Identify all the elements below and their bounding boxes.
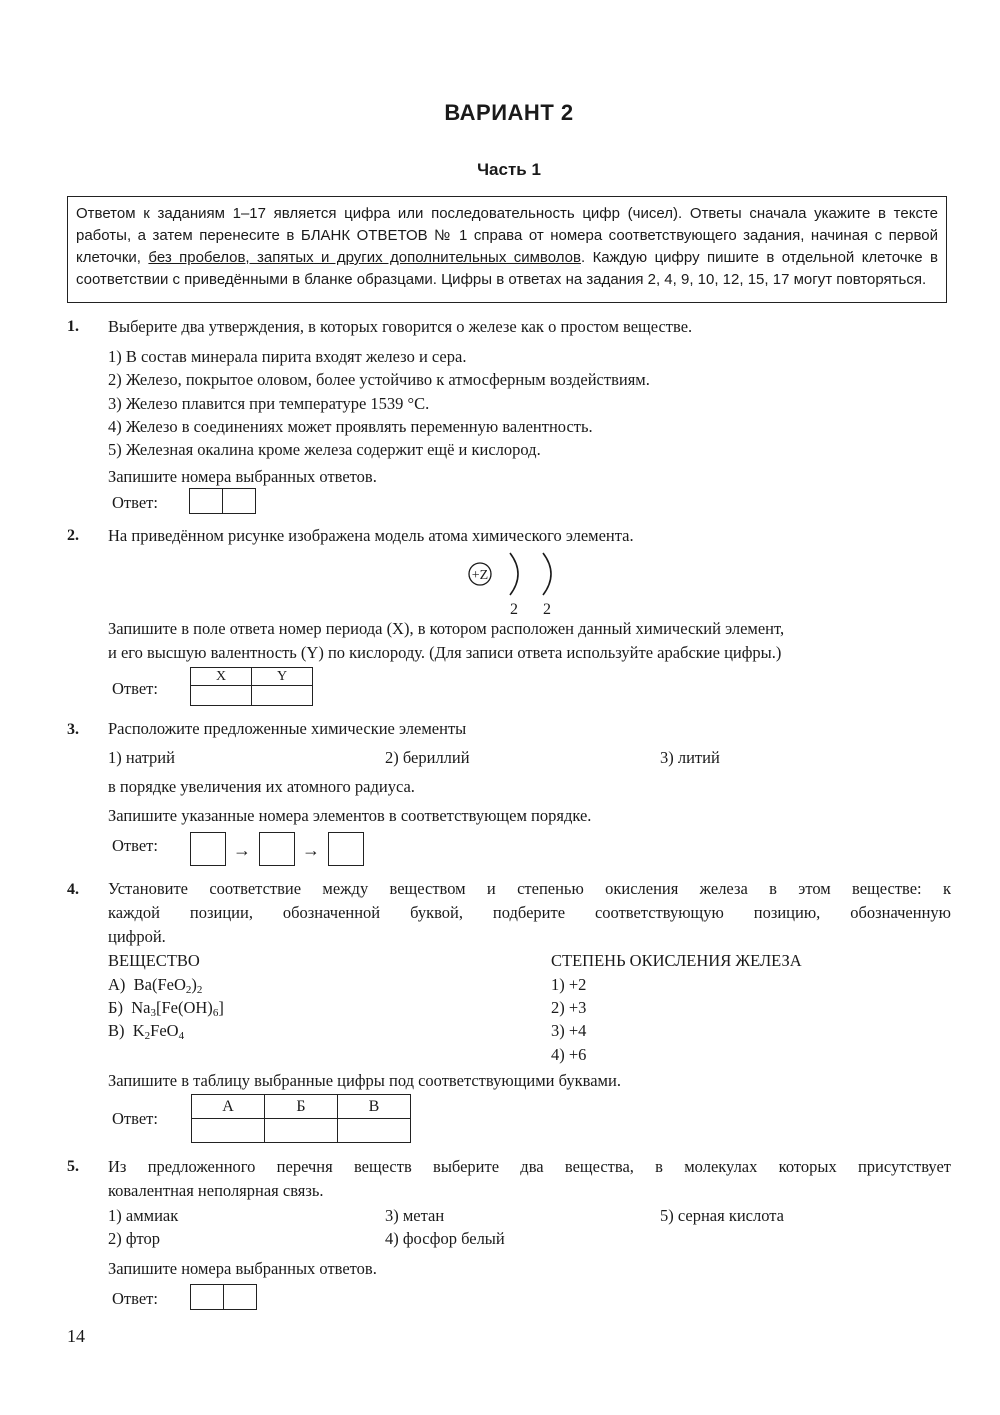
oxidation-header: СТЕПЕНЬ ОКИСЛЕНИЯ ЖЕЛЕЗА xyxy=(551,951,802,970)
oxidation-state-item: 3) +4 xyxy=(551,1021,587,1040)
question-3-option: 2) бериллий xyxy=(385,748,470,767)
electron-shell-2 xyxy=(543,553,551,595)
answer-cell[interactable] xyxy=(223,1284,257,1310)
question-3-number: 3. xyxy=(67,721,79,738)
oxidation-state-item: 4) +6 xyxy=(551,1045,587,1064)
substance-item: В) $K_2FeO_4$ xyxy=(108,1021,185,1042)
table-header-v: В xyxy=(338,1095,411,1119)
question-5-option: 3) метан xyxy=(385,1206,445,1225)
question-5-answer-cells[interactable] xyxy=(190,1284,255,1310)
question-4-text: Установите соответствие между веществом и степенью окисления железа в этом веществе: к xyxy=(108,879,951,898)
question-3-option: 3) литий xyxy=(660,748,720,767)
order-answer-cell[interactable] xyxy=(328,832,364,866)
shell-2-electrons: 2 xyxy=(543,601,551,618)
answer-cell-y[interactable] xyxy=(252,686,313,706)
answer-cell-a[interactable] xyxy=(192,1119,265,1143)
question-3-instruction: Запишите указанные номера элементов в соответствующем порядке. xyxy=(108,806,592,825)
answer-label: Ответ: xyxy=(112,679,158,698)
variant-title: ВАРИАНТ 2 xyxy=(444,100,574,125)
answer-label: Ответ: xyxy=(112,1109,158,1128)
nucleus-label: +Z xyxy=(471,568,489,583)
question-2-instruction: и его высшую валентность (Y) по кислороду. (Для записи ответа используйте арабские цифры.) xyxy=(108,643,782,662)
question-4-number: 4. xyxy=(67,881,79,898)
question-1-option: 1) В состав минерала пирита входят железо и сера. xyxy=(108,347,467,366)
question-5-instruction: Запишите номера выбранных ответов. xyxy=(108,1259,377,1278)
arrow-icon: → xyxy=(302,840,320,860)
question-1-option: 2) Железо, покрытое оловом, более устойчиво к атмосферным воздействиям. xyxy=(108,370,650,389)
table-header-x: X xyxy=(191,668,252,686)
substance-item: А) $Ba(FeO_2)_2$ xyxy=(108,975,203,996)
question-4-text: каждой позиции, обозначенной буквой, подберите соответствующую позицию, обозначенную xyxy=(108,903,951,922)
order-answer-cell[interactable] xyxy=(259,832,295,866)
atom-model-diagram xyxy=(455,550,575,620)
question-3-order-text: в порядке увеличения их атомного радиуса. xyxy=(108,777,415,796)
question-5-text: Из предложенного перечня веществ выберите два вещества, в молекулах которых присутствует xyxy=(108,1157,951,1176)
answer-label: Ответ: xyxy=(112,493,158,512)
arrow-icon: → xyxy=(233,840,251,860)
table-header-y: Y xyxy=(252,668,313,686)
answer-label: Ответ: xyxy=(112,1289,158,1308)
question-5-option: 5) серная кислота xyxy=(660,1206,785,1225)
question-3-option: 1) натрий xyxy=(108,748,175,767)
question-1-option: 3) Железо плавится при температуре 1539 °С. xyxy=(108,394,430,413)
question-2-instruction: Запишите в поле ответа номер периода (X), в котором расположен данный химический элемент, xyxy=(108,619,785,638)
question-5-text: ковалентная неполярная связь. xyxy=(108,1181,324,1200)
table-header-a: А xyxy=(192,1095,265,1119)
oxidation-state-item: 1) +2 xyxy=(551,975,587,994)
question-1-option: 5) Железная окалина кроме железа содержит ещё и кислород. xyxy=(108,440,541,459)
question-5-option: 4) фосфор белый xyxy=(385,1229,505,1248)
question-5-option: 1) аммиак xyxy=(108,1206,179,1225)
question-1-answer-cells[interactable] xyxy=(189,488,254,514)
question-4-instruction: Запишите в таблицу выбранные цифры под соответствующими буквами. xyxy=(108,1071,621,1090)
answer-cell[interactable] xyxy=(190,1284,224,1310)
page-number: 14 xyxy=(67,1326,85,1346)
electron-shell-1 xyxy=(510,553,518,595)
question-4-text: цифрой. xyxy=(108,927,166,946)
question-2-answer-table xyxy=(190,667,313,706)
oxidation-state-item: 2) +3 xyxy=(551,998,587,1017)
question-1-text: Выберите два утверждения, в которых говорится о железе как о простом веществе. xyxy=(108,317,693,336)
instructions-box xyxy=(67,196,947,303)
question-5-number: 5. xyxy=(67,1158,79,1175)
answer-cell-b[interactable] xyxy=(265,1119,338,1143)
part-title: Часть 1 xyxy=(477,160,541,179)
instructions-underlined: без пробелов, запятых и других дополнительных символов xyxy=(148,249,581,266)
question-4-answer-table xyxy=(191,1094,411,1143)
question-3-text: Расположите предложенные химические элементы xyxy=(108,719,467,738)
answer-cell[interactable] xyxy=(222,488,256,514)
question-2-text: На приведённом рисунке изображена модель атома химического элемента. xyxy=(108,526,634,545)
question-1-option: 4) Железо в соединениях может проявлять переменную валентность. xyxy=(108,417,593,436)
table-header-b: Б xyxy=(265,1095,338,1119)
answer-cell[interactable] xyxy=(189,488,223,514)
question-1-number: 1. xyxy=(67,318,79,335)
question-1-instruction: Запишите номера выбранных ответов. xyxy=(108,467,377,486)
order-answer-cell[interactable] xyxy=(190,832,226,866)
substance-item: Б) $Na_3[Fe(OH)_6]$ xyxy=(108,998,224,1019)
question-5-option: 2) фтор xyxy=(108,1229,161,1248)
question-2-number: 2. xyxy=(67,527,79,544)
instructions-text: Ответом к заданиям 1–17 является цифра или последовательность цифр (чисел). Ответы сначала укажите в тексте работы, а затем перенесите в БЛАНК ОТВЕТОВ № 1 справа от номера соответствующего задания, начиная с первой клеточки, xyxy=(76,205,938,266)
answer-cell-v[interactable] xyxy=(338,1119,411,1143)
answer-label: Ответ: xyxy=(112,836,158,855)
answer-cell-x[interactable] xyxy=(191,686,252,706)
instructions-text-end: . Каждую цифру пишите в отдельной клеточке в соответствии с приведёнными в бланке образцами. Цифры в ответах на задания 2, 4, 9, 10, 12, 15, 17 могут повторяться. xyxy=(76,249,939,288)
shell-1-electrons: 2 xyxy=(510,601,518,618)
substance-header: ВЕЩЕСТВО xyxy=(108,951,200,970)
